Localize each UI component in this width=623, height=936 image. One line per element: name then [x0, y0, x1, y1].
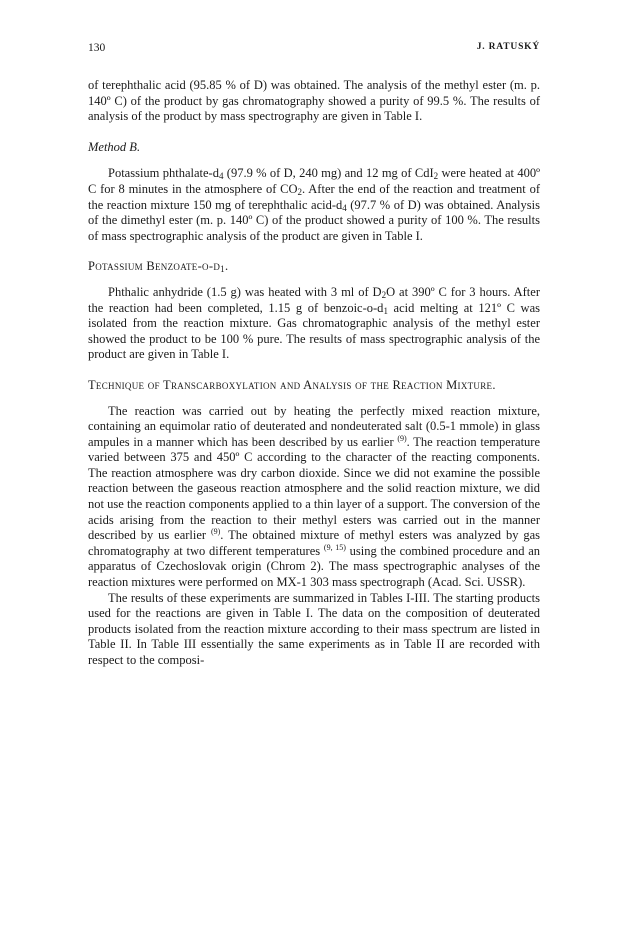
text-run: The reaction was carried out by heating the perfectly mixed reaction mixture, containing an equimolar ratio of deuterated and nondeuterated salt (0.5-1 mmole) in glass ampules in a manner which has been described by us earlier	[88, 403, 540, 449]
subscript: 2	[381, 289, 387, 300]
subscript: 1	[383, 305, 388, 316]
text-run: . The obtained mixture of methyl esters was analyzed by gas chromatography at two different temperatures	[88, 528, 540, 558]
text-run: O at 390º C for 3 hours. After the reaction had been completed, 1.15 g of benzoic-o-d	[88, 284, 540, 315]
subscript: 2	[297, 186, 303, 197]
section-heading-technique: Technique of Transcarboxylation and Analysis of the Reaction Mixture.	[88, 377, 496, 392]
heading-text: Potassium Benzoate-o-d	[88, 259, 221, 274]
subscript: 4	[218, 171, 224, 182]
section-heading-benzoate	[88, 259, 540, 275]
running-author: J. RATUSKÝ	[476, 42, 540, 52]
subheading-method-b: Method B.	[88, 139, 141, 154]
reference-superscript: (9)	[397, 433, 407, 443]
text-run: using the combined procedure and an apparatus of Czechoslovak origin (Chrom 2). The mass spectrographic analyses of the reaction mixtures were performed on MX-1 303 mass spectrograph (Acad. Sci. USSR).	[88, 543, 541, 590]
running-header	[88, 42, 540, 54]
text-run: . After the end of the reaction and treatment of the reaction mixture 150 mg of terephthalic acid-d	[88, 181, 540, 212]
paragraph-benzoate	[88, 285, 540, 363]
text-run: Phthalic anhydride (1.5 g) was heated with 3 ml of D	[108, 284, 382, 299]
text-run: acid melting at 121º C was isolated from the reaction mixture. Gas chromatographic analysis of the methyl ester showed the product to be 100 % pure. The results of mass spectrographic analysis of the product are given in Table I.	[88, 300, 540, 362]
paragraph-technique	[88, 404, 540, 591]
subscript: 2	[433, 171, 439, 182]
text-run: (97.7 % of D) was obtained. Analysis of the dimethyl ester (m. p. 140º C) of the product showed a purity of 100 %. The results of mass spectrographic analysis of the product are given in Table I.	[88, 197, 540, 243]
page-number: 130	[88, 42, 106, 54]
subscript: 4	[342, 202, 347, 213]
text-run: . The reaction temperature varied between 375 and 450º C according to the character of the reacting components. The reaction atmosphere was dry carbon dioxide. Since we did not examine the possible reaction between the gaseous reaction atmosphere and the solid reaction mixture, we did not use the reaction components applied to a thin layer of a support. The conversion of the acids arising from the reaction to their methyl esters was carried out in the manner described by us earlier	[88, 434, 541, 543]
body-text	[88, 78, 540, 669]
subscript: 1	[220, 264, 225, 275]
paragraph-results: The results of these experiments are summarized in Tables I-III. The starting products used for the reactions are given in Table I. The data on the composition of deuterated products isolated from the reaction mixture according to their mass spectrum are listed in Table II. In Table III essentially the same experiments as in Table II are recorded with respect to the composi-	[88, 590, 540, 667]
text-run: were heated at 400º C for 8 minutes in the atmosphere of CO	[88, 166, 540, 196]
reference-superscript: (9, 15)	[323, 542, 346, 552]
heading-end: .	[224, 259, 229, 274]
text-run: Potassium phthalate-d	[108, 166, 219, 181]
paragraph-continuation: of terephthalic acid (95.85 % of D) was obtained. The analysis of the methyl ester (m. p. 140º C) of the product by gas chromatography showed a purity of 99.5 %. The results of analysis of the product by mass spectrography are given in Table I.	[88, 78, 540, 124]
reference-superscript: (9)	[210, 527, 221, 537]
paragraph-method-b	[88, 166, 540, 244]
text-run: (97.9 % of D, 240 mg) and 12 mg of CdI	[223, 166, 434, 181]
